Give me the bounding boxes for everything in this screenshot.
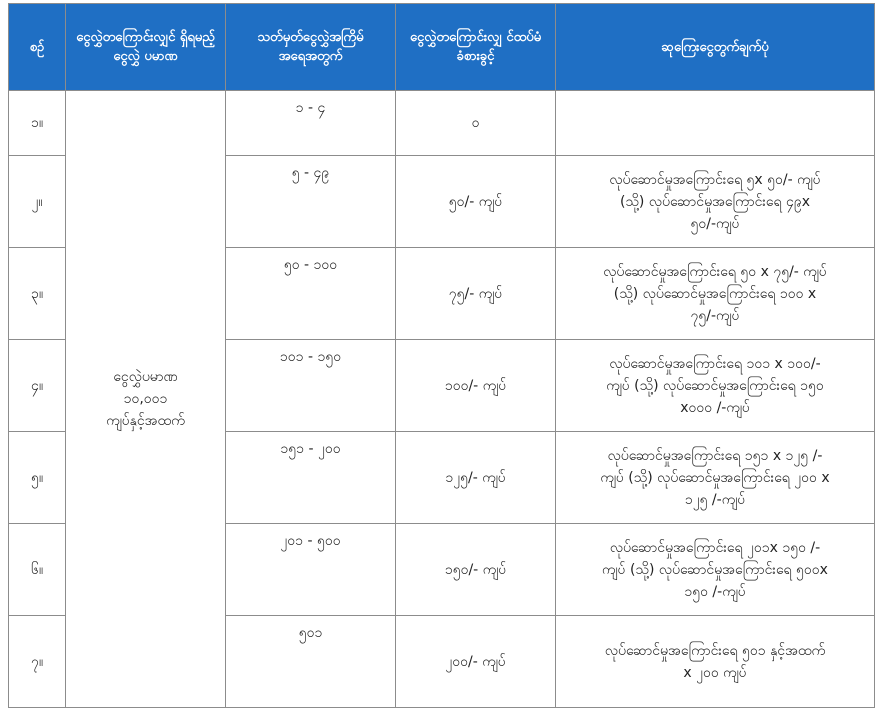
row-calc xyxy=(556,248,875,340)
calc-line: ကျပ် (သို့) လုပ်ဆောင်မှုအကြောင်းရေ ၅၀၀x xyxy=(602,561,828,578)
row-calc xyxy=(556,524,875,616)
calc-line: ၇၅/-ကျပ် xyxy=(690,307,740,324)
calc-line: ကျပ် (သို့) လုပ်ဆောင်မှုအကြောင်းရေ ၁၅၀ xyxy=(606,377,824,394)
calc-line: လုပ်ဆောင်မှုအကြောင်းရေ ၅x ၅၀/- ကျပ် xyxy=(609,171,821,188)
reward-table xyxy=(8,3,875,708)
row-fee: ၅၀/- ကျပ် xyxy=(396,156,556,248)
calc-line: (သို့) လုပ်ဆောင်မှုအကြောင်းရေ ၁၀၀ x xyxy=(613,285,817,302)
calc-line: လုပ်ဆောင်မှုအကြောင်းရေ ၅၀ x ၇၅/- ကျပ် xyxy=(603,263,827,280)
row-range: ၁ - ၄ xyxy=(226,91,396,156)
header-sr: စဉ် xyxy=(9,4,66,91)
calc-line: x ၂၀၀ ကျပ် xyxy=(683,664,747,681)
calc-line: လုပ်ဆောင်မှုအကြောင်းရေ ၂၀၁x ၁၅၀ /- xyxy=(609,539,821,556)
row-calc xyxy=(556,340,875,432)
amount-line: ကျပ်နှင့်အထက် xyxy=(106,413,185,429)
row-fee: ၁၂၅/- ကျပ် xyxy=(396,432,556,524)
header-row xyxy=(9,4,875,91)
row-range: ၅ - ၄၉ xyxy=(226,156,396,248)
row-sr: ၆။ xyxy=(9,524,66,616)
row-fee: ၀ xyxy=(396,91,556,156)
row-range: ၁၅၁ - ၂၀၀ xyxy=(226,432,396,524)
row-sr: ၃။ xyxy=(9,248,66,340)
row-calc xyxy=(556,616,875,708)
row-calc xyxy=(556,432,875,524)
row-calc xyxy=(556,156,875,248)
amount-line: ငွေလွှဲပမာဏ xyxy=(113,369,178,385)
calc-line: ၅၀/-ကျပ် xyxy=(690,215,740,232)
amount-cell xyxy=(66,91,226,708)
table-row xyxy=(9,91,875,156)
row-sr: ၁။ xyxy=(9,91,66,156)
row-fee: ၇၅/- ကျပ် xyxy=(396,248,556,340)
row-range: ၅၀၁ xyxy=(226,616,396,708)
amount-line: ၁၀,၀၀၁ xyxy=(123,391,168,407)
row-range: ၅၀ - ၁၀၀ xyxy=(226,248,396,340)
calc-line: ၁၂၅ /-ကျပ် xyxy=(684,491,746,508)
row-sr: ၅။ xyxy=(9,432,66,524)
header-fee: ငွေလွှဲတကြောင်းလျှ င်ထပ်မံခံစားခွင့် xyxy=(396,4,556,91)
calc-line: ကျပ် (သို့) လုပ်ဆောင်မှုအကြောင်းရေ ၂၀၀ x xyxy=(600,469,830,486)
row-sr: ၄။ xyxy=(9,340,66,432)
row-sr: ၂။ xyxy=(9,156,66,248)
row-fee: ၁၅၀/- ကျပ် xyxy=(396,524,556,616)
calc-line: လုပ်ဆောင်မှုအကြောင်းရေ ၅၀၁ နှင့်အထက် xyxy=(604,642,826,659)
header-calc: ဆုကြေးငွေတွက်ချက်ပုံ xyxy=(556,4,875,91)
calc-line: လုပ်ဆောင်မှုအကြောင်းရေ ၁၀၁ x ၁၀၀/- xyxy=(609,355,821,372)
row-fee: ၁၀၀/- ကျပ် xyxy=(396,340,556,432)
header-count: သတ်မှတ်ငွေလွှဲအကြိမ် အရေအတွက် xyxy=(226,4,396,91)
header-amount: ငွေလွှဲတကြောင်းလျှင် ရှိရမည့် ငွေလွှဲ ပမာဏ xyxy=(66,4,226,91)
row-calc xyxy=(556,91,875,156)
calc-line: (သို့) လုပ်ဆောင်မှုအကြောင်းရေ ၄၉x xyxy=(619,193,811,210)
row-range: ၁၀၁ - ၁၅၀ xyxy=(226,340,396,432)
calc-line: လုပ်ဆောင်မှုအကြောင်းရေ ၁၅၁ x ၁၂၅ /- xyxy=(607,447,823,464)
calc-line: ၁၅၀ /-ကျပ် xyxy=(684,583,746,600)
row-fee: ၂၀၀/- ကျပ် xyxy=(396,616,556,708)
row-sr: ၇။ xyxy=(9,616,66,708)
calc-line: x၀၀၀ /-ကျပ် xyxy=(680,399,750,416)
row-range: ၂၀၁ - ၅၀၀ xyxy=(226,524,396,616)
reward-table-container xyxy=(8,3,875,708)
